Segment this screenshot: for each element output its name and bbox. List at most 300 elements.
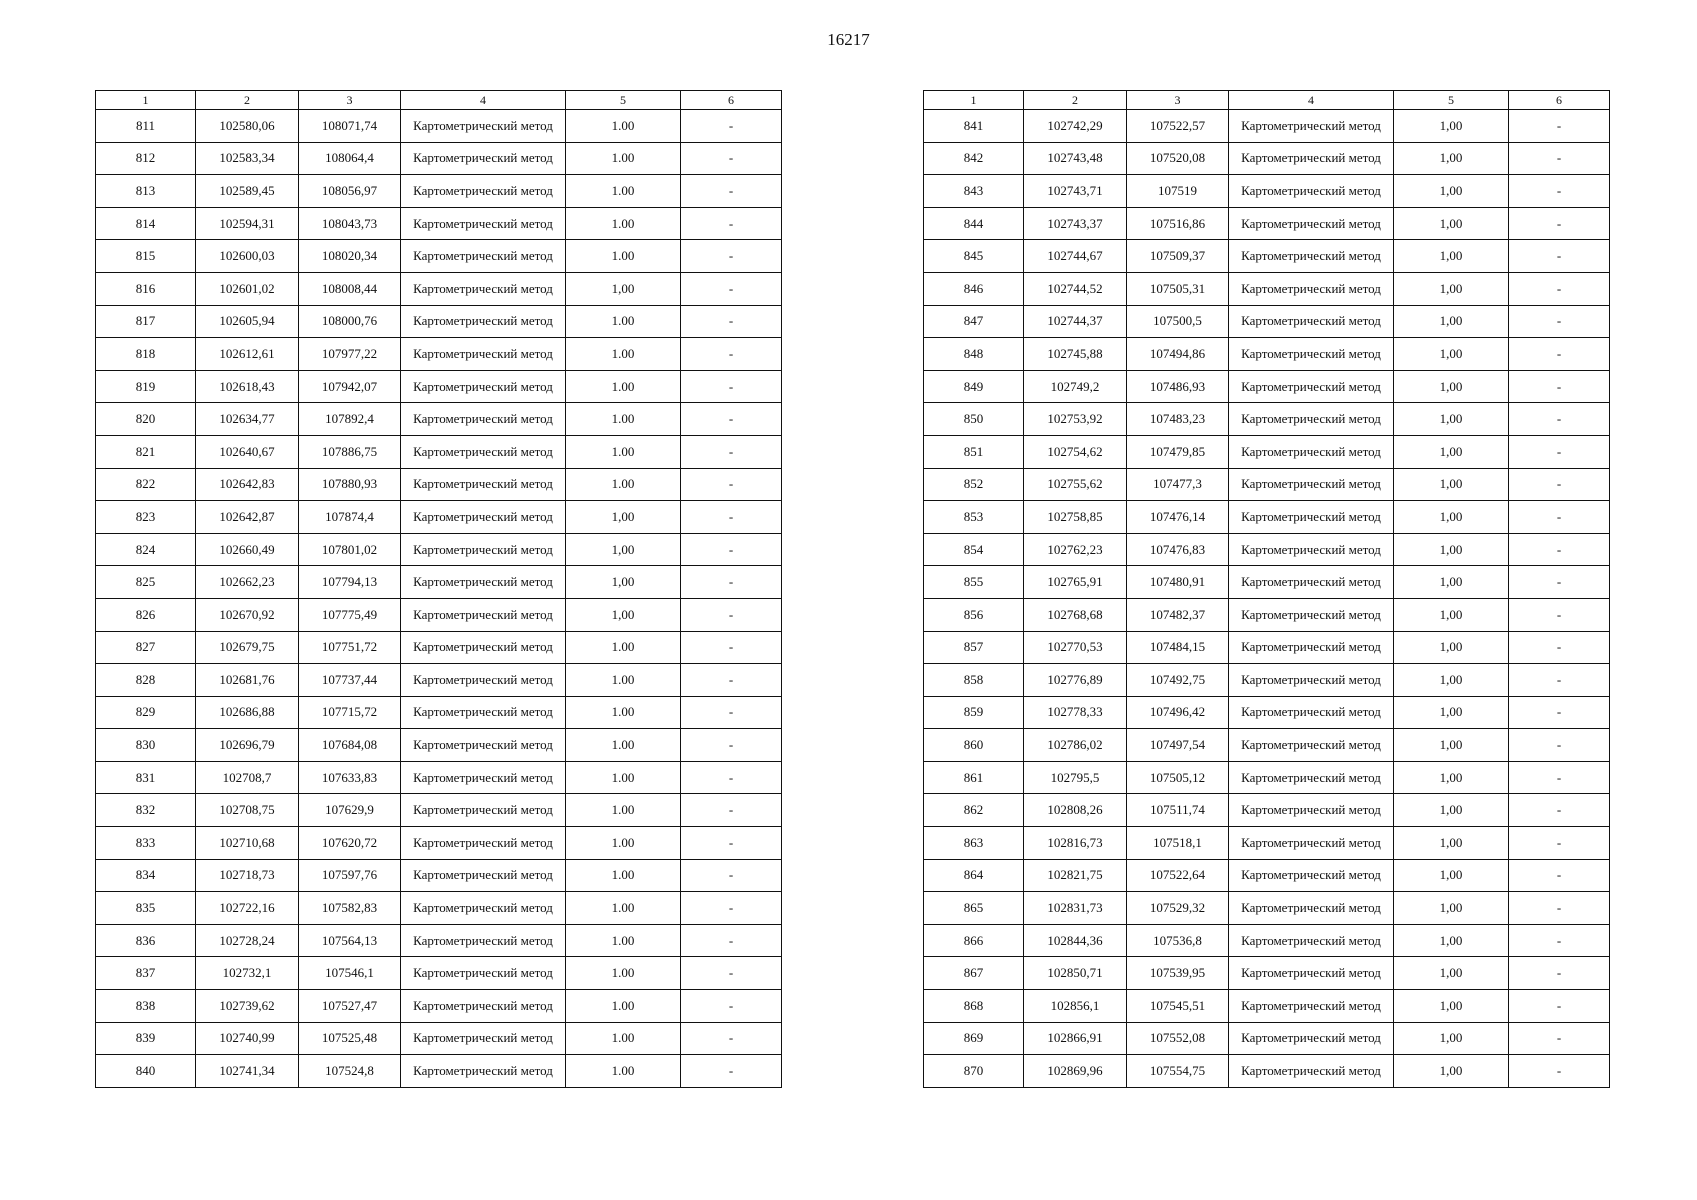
point-number-cell: 845 <box>924 240 1024 273</box>
method-cell: Картометрический метод <box>401 859 566 892</box>
x-coordinate-cell: 102681,76 <box>196 664 299 697</box>
table-row <box>924 566 1610 599</box>
column-header: 5 <box>566 91 681 110</box>
accuracy-cell: 1.00 <box>566 370 681 403</box>
note-cell: - <box>681 370 782 403</box>
y-coordinate-cell: 107554,75 <box>1127 1055 1229 1088</box>
y-coordinate-cell: 107597,76 <box>299 859 401 892</box>
x-coordinate-cell: 102844,36 <box>1024 924 1127 957</box>
y-coordinate-cell: 107892,4 <box>299 403 401 436</box>
point-number-cell: 833 <box>96 827 196 860</box>
note-cell: - <box>1509 892 1610 925</box>
method-cell: Картометрический метод <box>401 924 566 957</box>
method-cell: Картометрический метод <box>1229 272 1394 305</box>
method-cell: Картометрический метод <box>1229 1022 1394 1055</box>
method-cell: Картометрический метод <box>401 468 566 501</box>
x-coordinate-cell: 102856,1 <box>1024 990 1127 1023</box>
note-cell: - <box>1509 533 1610 566</box>
accuracy-cell: 1,00 <box>1394 696 1509 729</box>
method-cell: Картометрический метод <box>1229 990 1394 1023</box>
point-number-cell: 827 <box>96 631 196 664</box>
accuracy-cell: 1,00 <box>1394 859 1509 892</box>
note-cell: - <box>681 729 782 762</box>
note-cell: - <box>681 501 782 534</box>
table-row <box>924 533 1610 566</box>
method-cell: Картометрический метод <box>401 501 566 534</box>
table-row <box>924 142 1610 175</box>
point-number-cell: 826 <box>96 598 196 631</box>
y-coordinate-cell: 107486,93 <box>1127 370 1229 403</box>
table-row <box>96 370 782 403</box>
x-coordinate-cell: 102866,91 <box>1024 1022 1127 1055</box>
x-coordinate-cell: 102600,03 <box>196 240 299 273</box>
y-coordinate-cell: 107516,86 <box>1127 207 1229 240</box>
note-cell: - <box>1509 338 1610 371</box>
table-row <box>924 729 1610 762</box>
method-cell: Картометрический метод <box>401 175 566 208</box>
x-coordinate-cell: 102660,49 <box>196 533 299 566</box>
method-cell: Картометрический метод <box>401 827 566 860</box>
accuracy-cell: 1,00 <box>1394 1055 1509 1088</box>
accuracy-cell: 1.00 <box>566 631 681 664</box>
column-header: 6 <box>681 91 782 110</box>
y-coordinate-cell: 107505,31 <box>1127 272 1229 305</box>
accuracy-cell: 1,00 <box>1394 631 1509 664</box>
accuracy-cell: 1,00 <box>1394 403 1509 436</box>
table-row <box>96 110 782 143</box>
point-number-cell: 853 <box>924 501 1024 534</box>
accuracy-cell: 1.00 <box>566 859 681 892</box>
table-row <box>96 664 782 697</box>
accuracy-cell: 1.00 <box>566 696 681 729</box>
method-cell: Картометрический метод <box>401 990 566 1023</box>
point-number-cell: 837 <box>96 957 196 990</box>
note-cell: - <box>681 272 782 305</box>
point-number-cell: 816 <box>96 272 196 305</box>
accuracy-cell: 1.00 <box>566 403 681 436</box>
accuracy-cell: 1,00 <box>1394 664 1509 697</box>
method-cell: Картометрический метод <box>401 370 566 403</box>
point-number-cell: 830 <box>96 729 196 762</box>
point-number-cell: 824 <box>96 533 196 566</box>
note-cell: - <box>1509 761 1610 794</box>
x-coordinate-cell: 102696,79 <box>196 729 299 762</box>
table-row <box>924 338 1610 371</box>
accuracy-cell: 1,00 <box>1394 110 1509 143</box>
method-cell: Картометрический метод <box>401 696 566 729</box>
point-number-cell: 814 <box>96 207 196 240</box>
accuracy-cell: 1,00 <box>1394 435 1509 468</box>
accuracy-cell: 1,00 <box>1394 566 1509 599</box>
note-cell: - <box>1509 142 1610 175</box>
method-cell: Картометрический метод <box>1229 533 1394 566</box>
table-row <box>96 272 782 305</box>
note-cell: - <box>681 990 782 1023</box>
note-cell: - <box>1509 403 1610 436</box>
note-cell: - <box>1509 664 1610 697</box>
accuracy-cell: 1.00 <box>566 1022 681 1055</box>
table-row <box>924 761 1610 794</box>
x-coordinate-cell: 102710,68 <box>196 827 299 860</box>
point-number-cell: 841 <box>924 110 1024 143</box>
method-cell: Картометрический метод <box>1229 892 1394 925</box>
x-coordinate-cell: 102728,24 <box>196 924 299 957</box>
method-cell: Картометрический метод <box>401 435 566 468</box>
note-cell: - <box>1509 696 1610 729</box>
method-cell: Картометрический метод <box>401 207 566 240</box>
y-coordinate-cell: 107524,8 <box>299 1055 401 1088</box>
method-cell: Картометрический метод <box>1229 924 1394 957</box>
y-coordinate-cell: 107480,91 <box>1127 566 1229 599</box>
y-coordinate-cell: 107505,12 <box>1127 761 1229 794</box>
method-cell: Картометрический метод <box>1229 338 1394 371</box>
x-coordinate-cell: 102739,62 <box>196 990 299 1023</box>
accuracy-cell: 1.00 <box>566 827 681 860</box>
accuracy-cell: 1,00 <box>1394 729 1509 762</box>
point-number-cell: 828 <box>96 664 196 697</box>
y-coordinate-cell: 107522,64 <box>1127 859 1229 892</box>
method-cell: Картометрический метод <box>401 1022 566 1055</box>
y-coordinate-cell: 107552,08 <box>1127 1022 1229 1055</box>
x-coordinate-cell: 102770,53 <box>1024 631 1127 664</box>
note-cell: - <box>1509 207 1610 240</box>
point-number-cell: 836 <box>96 924 196 957</box>
note-cell: - <box>681 892 782 925</box>
note-cell: - <box>681 403 782 436</box>
table-header-row <box>96 91 782 110</box>
y-coordinate-cell: 107715,72 <box>299 696 401 729</box>
y-coordinate-cell: 107527,47 <box>299 990 401 1023</box>
table-row <box>96 892 782 925</box>
point-number-cell: 856 <box>924 598 1024 631</box>
point-number-cell: 844 <box>924 207 1024 240</box>
table-row <box>924 859 1610 892</box>
method-cell: Картометрический метод <box>401 664 566 697</box>
coordinates-table-right <box>923 90 1610 1088</box>
x-coordinate-cell: 102740,99 <box>196 1022 299 1055</box>
table-row <box>924 370 1610 403</box>
y-coordinate-cell: 107545,51 <box>1127 990 1229 1023</box>
y-coordinate-cell: 107518,1 <box>1127 827 1229 860</box>
table-row <box>924 175 1610 208</box>
accuracy-cell: 1,00 <box>1394 794 1509 827</box>
x-coordinate-cell: 102670,92 <box>196 598 299 631</box>
y-coordinate-cell: 107582,83 <box>299 892 401 925</box>
method-cell: Картометрический метод <box>401 729 566 762</box>
point-number-cell: 813 <box>96 175 196 208</box>
point-number-cell: 832 <box>96 794 196 827</box>
method-cell: Картометрический метод <box>1229 794 1394 827</box>
table-row <box>924 272 1610 305</box>
table-row <box>924 990 1610 1023</box>
accuracy-cell: 1,00 <box>1394 142 1509 175</box>
x-coordinate-cell: 102618,43 <box>196 370 299 403</box>
table-row <box>96 761 782 794</box>
note-cell: - <box>681 924 782 957</box>
method-cell: Картометрический метод <box>401 142 566 175</box>
point-number-cell: 852 <box>924 468 1024 501</box>
accuracy-cell: 1,00 <box>1394 598 1509 631</box>
note-cell: - <box>1509 305 1610 338</box>
method-cell: Картометрический метод <box>401 566 566 599</box>
method-cell: Картометрический метод <box>1229 859 1394 892</box>
y-coordinate-cell: 107942,07 <box>299 370 401 403</box>
column-header: 4 <box>1229 91 1394 110</box>
coordinates-table-left <box>95 90 782 1088</box>
x-coordinate-cell: 102640,67 <box>196 435 299 468</box>
y-coordinate-cell: 107484,15 <box>1127 631 1229 664</box>
note-cell: - <box>1509 1055 1610 1088</box>
note-cell: - <box>1509 957 1610 990</box>
x-coordinate-cell: 102758,85 <box>1024 501 1127 534</box>
accuracy-cell: 1,00 <box>1394 1022 1509 1055</box>
x-coordinate-cell: 102583,34 <box>196 142 299 175</box>
accuracy-cell: 1,00 <box>1394 501 1509 534</box>
table-row <box>96 859 782 892</box>
note-cell: - <box>1509 631 1610 664</box>
note-cell: - <box>1509 598 1610 631</box>
table-row <box>96 403 782 436</box>
y-coordinate-cell: 107509,37 <box>1127 240 1229 273</box>
x-coordinate-cell: 102580,06 <box>196 110 299 143</box>
table-row <box>96 794 782 827</box>
point-number-cell: 864 <box>924 859 1024 892</box>
note-cell: - <box>681 338 782 371</box>
x-coordinate-cell: 102589,45 <box>196 175 299 208</box>
x-coordinate-cell: 102795,5 <box>1024 761 1127 794</box>
point-number-cell: 861 <box>924 761 1024 794</box>
method-cell: Картометрический метод <box>401 338 566 371</box>
x-coordinate-cell: 102808,26 <box>1024 794 1127 827</box>
y-coordinate-cell: 107483,23 <box>1127 403 1229 436</box>
accuracy-cell: 1,00 <box>1394 990 1509 1023</box>
accuracy-cell: 1,00 <box>1394 468 1509 501</box>
x-coordinate-cell: 102776,89 <box>1024 664 1127 697</box>
point-number-cell: 855 <box>924 566 1024 599</box>
accuracy-cell: 1,00 <box>1394 175 1509 208</box>
method-cell: Картометрический метод <box>1229 827 1394 860</box>
note-cell: - <box>1509 794 1610 827</box>
y-coordinate-cell: 107794,13 <box>299 566 401 599</box>
accuracy-cell: 1.00 <box>566 142 681 175</box>
method-cell: Картометрический метод <box>401 533 566 566</box>
point-number-cell: 835 <box>96 892 196 925</box>
x-coordinate-cell: 102642,83 <box>196 468 299 501</box>
accuracy-cell: 1,00 <box>1394 957 1509 990</box>
note-cell: - <box>1509 566 1610 599</box>
point-number-cell: 840 <box>96 1055 196 1088</box>
y-coordinate-cell: 107479,85 <box>1127 435 1229 468</box>
point-number-cell: 860 <box>924 729 1024 762</box>
table-row <box>96 631 782 664</box>
method-cell: Картометрический метод <box>401 761 566 794</box>
method-cell: Картометрический метод <box>1229 435 1394 468</box>
column-header: 1 <box>96 91 196 110</box>
accuracy-cell: 1.00 <box>566 1055 681 1088</box>
note-cell: - <box>681 142 782 175</box>
x-coordinate-cell: 102732,1 <box>196 957 299 990</box>
x-coordinate-cell: 102768,68 <box>1024 598 1127 631</box>
x-coordinate-cell: 102816,73 <box>1024 827 1127 860</box>
point-number-cell: 831 <box>96 761 196 794</box>
y-coordinate-cell: 107476,14 <box>1127 501 1229 534</box>
note-cell: - <box>1509 729 1610 762</box>
point-number-cell: 868 <box>924 990 1024 1023</box>
point-number-cell: 815 <box>96 240 196 273</box>
x-coordinate-cell: 102743,71 <box>1024 175 1127 208</box>
x-coordinate-cell: 102749,2 <box>1024 370 1127 403</box>
method-cell: Картометрический метод <box>401 403 566 436</box>
x-coordinate-cell: 102741,34 <box>196 1055 299 1088</box>
table-row <box>924 827 1610 860</box>
point-number-cell: 812 <box>96 142 196 175</box>
method-cell: Картометрический метод <box>1229 468 1394 501</box>
table-row <box>924 631 1610 664</box>
point-number-cell: 863 <box>924 827 1024 860</box>
note-cell: - <box>1509 1022 1610 1055</box>
note-cell: - <box>1509 827 1610 860</box>
accuracy-cell: 1.00 <box>566 305 681 338</box>
note-cell: - <box>681 827 782 860</box>
y-coordinate-cell: 107620,72 <box>299 827 401 860</box>
column-header: 2 <box>196 91 299 110</box>
y-coordinate-cell: 107477,3 <box>1127 468 1229 501</box>
method-cell: Картометрический метод <box>1229 761 1394 794</box>
x-coordinate-cell: 102753,92 <box>1024 403 1127 436</box>
method-cell: Картометрический метод <box>1229 729 1394 762</box>
note-cell: - <box>1509 175 1610 208</box>
table-row <box>96 1022 782 1055</box>
point-number-cell: 829 <box>96 696 196 729</box>
accuracy-cell: 1,00 <box>1394 827 1509 860</box>
method-cell: Картометрический метод <box>401 240 566 273</box>
table-header-row <box>924 91 1610 110</box>
accuracy-cell: 1,00 <box>1394 272 1509 305</box>
note-cell: - <box>681 533 782 566</box>
column-header: 4 <box>401 91 566 110</box>
point-number-cell: 848 <box>924 338 1024 371</box>
table-row <box>924 1055 1610 1088</box>
accuracy-cell: 1.00 <box>566 761 681 794</box>
y-coordinate-cell: 107529,32 <box>1127 892 1229 925</box>
method-cell: Картометрический метод <box>1229 370 1394 403</box>
accuracy-cell: 1,00 <box>1394 370 1509 403</box>
y-coordinate-cell: 107564,13 <box>299 924 401 957</box>
y-coordinate-cell: 107525,48 <box>299 1022 401 1055</box>
accuracy-cell: 1.00 <box>566 664 681 697</box>
y-coordinate-cell: 108043,73 <box>299 207 401 240</box>
point-number-cell: 842 <box>924 142 1024 175</box>
table-row <box>96 598 782 631</box>
method-cell: Картометрический метод <box>1229 631 1394 664</box>
y-coordinate-cell: 107737,44 <box>299 664 401 697</box>
x-coordinate-cell: 102742,29 <box>1024 110 1127 143</box>
table-row <box>924 664 1610 697</box>
x-coordinate-cell: 102686,88 <box>196 696 299 729</box>
point-number-cell: 849 <box>924 370 1024 403</box>
point-number-cell: 818 <box>96 338 196 371</box>
table-row <box>924 892 1610 925</box>
table-row <box>96 696 782 729</box>
accuracy-cell: 1,00 <box>566 566 681 599</box>
x-coordinate-cell: 102745,88 <box>1024 338 1127 371</box>
x-coordinate-cell: 102831,73 <box>1024 892 1127 925</box>
point-number-cell: 838 <box>96 990 196 1023</box>
point-number-cell: 859 <box>924 696 1024 729</box>
x-coordinate-cell: 102708,7 <box>196 761 299 794</box>
note-cell: - <box>1509 924 1610 957</box>
accuracy-cell: 1,00 <box>566 598 681 631</box>
y-coordinate-cell: 107536,8 <box>1127 924 1229 957</box>
table-row <box>924 110 1610 143</box>
x-coordinate-cell: 102755,62 <box>1024 468 1127 501</box>
table-row <box>96 827 782 860</box>
x-coordinate-cell: 102821,75 <box>1024 859 1127 892</box>
table-row <box>924 240 1610 273</box>
y-coordinate-cell: 108008,44 <box>299 272 401 305</box>
y-coordinate-cell: 107511,74 <box>1127 794 1229 827</box>
method-cell: Картометрический метод <box>401 110 566 143</box>
method-cell: Картометрический метод <box>1229 207 1394 240</box>
method-cell: Картометрический метод <box>401 794 566 827</box>
table-row <box>96 566 782 599</box>
method-cell: Картометрический метод <box>1229 566 1394 599</box>
x-coordinate-cell: 102744,37 <box>1024 305 1127 338</box>
table-row <box>96 990 782 1023</box>
x-coordinate-cell: 102744,67 <box>1024 240 1127 273</box>
accuracy-cell: 1.00 <box>566 110 681 143</box>
x-coordinate-cell: 102722,16 <box>196 892 299 925</box>
y-coordinate-cell: 107629,9 <box>299 794 401 827</box>
note-cell: - <box>681 696 782 729</box>
y-coordinate-cell: 107546,1 <box>299 957 401 990</box>
table-row <box>96 729 782 762</box>
accuracy-cell: 1,00 <box>1394 892 1509 925</box>
method-cell: Картометрический метод <box>401 631 566 664</box>
y-coordinate-cell: 107801,02 <box>299 533 401 566</box>
column-header: 5 <box>1394 91 1509 110</box>
note-cell: - <box>681 110 782 143</box>
y-coordinate-cell: 107977,22 <box>299 338 401 371</box>
accuracy-cell: 1.00 <box>566 924 681 957</box>
x-coordinate-cell: 102718,73 <box>196 859 299 892</box>
point-number-cell: 862 <box>924 794 1024 827</box>
point-number-cell: 847 <box>924 305 1024 338</box>
accuracy-cell: 1,00 <box>1394 338 1509 371</box>
y-coordinate-cell: 107494,86 <box>1127 338 1229 371</box>
table-row <box>924 305 1610 338</box>
accuracy-cell: 1.00 <box>566 207 681 240</box>
table-row <box>96 501 782 534</box>
note-cell: - <box>681 794 782 827</box>
accuracy-cell: 1,00 <box>566 272 681 305</box>
column-header: 3 <box>1127 91 1229 110</box>
point-number-cell: 854 <box>924 533 1024 566</box>
table-row <box>924 696 1610 729</box>
x-coordinate-cell: 102869,96 <box>1024 1055 1127 1088</box>
accuracy-cell: 1.00 <box>566 240 681 273</box>
table-row <box>96 533 782 566</box>
point-number-cell: 870 <box>924 1055 1024 1088</box>
table-row <box>96 240 782 273</box>
x-coordinate-cell: 102634,77 <box>196 403 299 436</box>
table-row <box>924 794 1610 827</box>
x-coordinate-cell: 102754,62 <box>1024 435 1127 468</box>
table-row <box>96 924 782 957</box>
note-cell: - <box>681 305 782 338</box>
accuracy-cell: 1,00 <box>1394 761 1509 794</box>
y-coordinate-cell: 108000,76 <box>299 305 401 338</box>
